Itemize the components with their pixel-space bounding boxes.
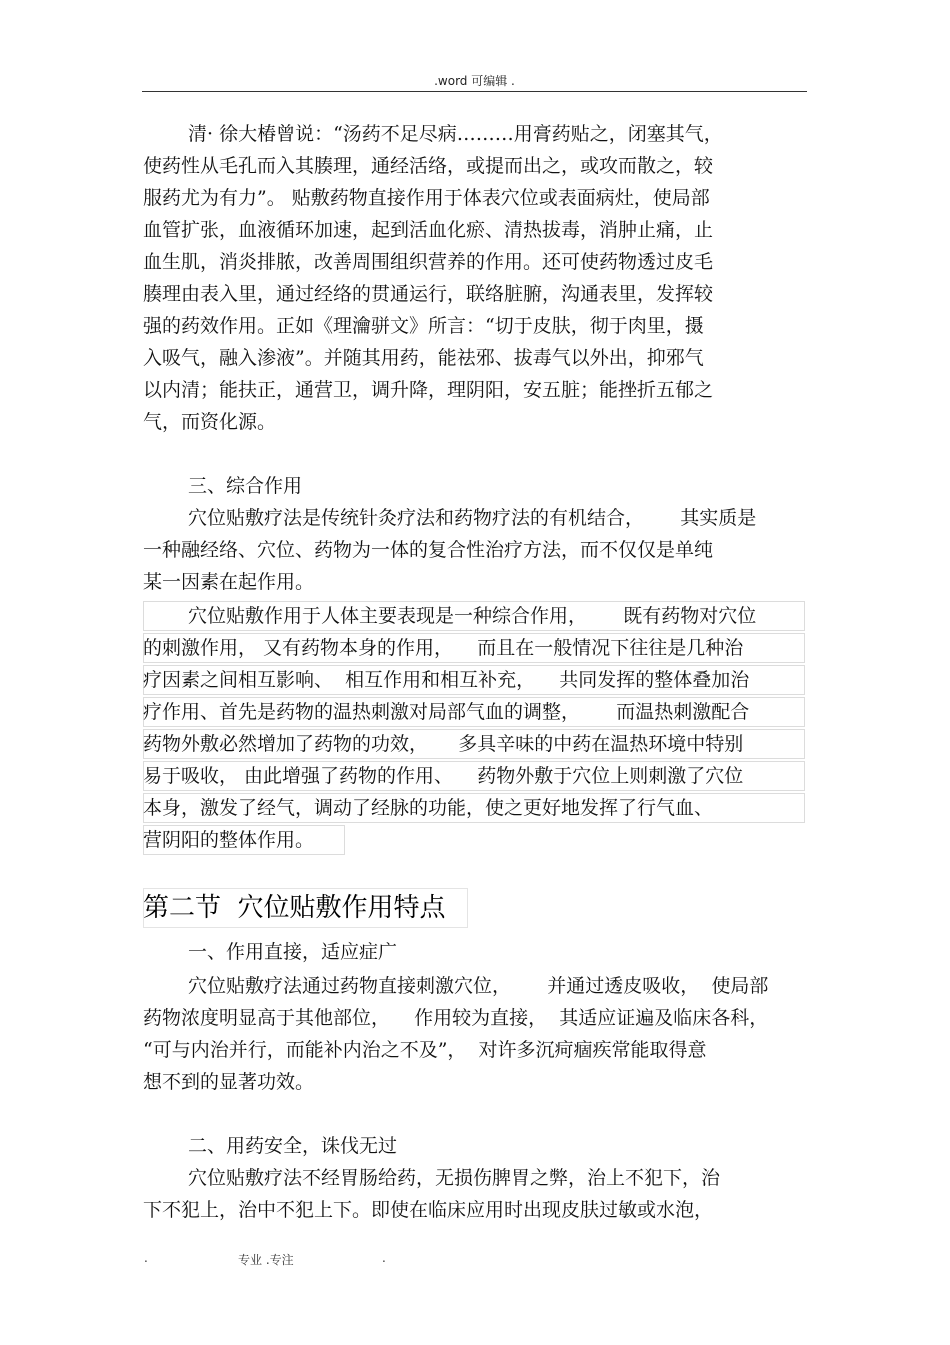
subsection-heading: 二、用药安全，诛伐无过: [188, 1135, 398, 1157]
footer-left-dot: .: [144, 1251, 148, 1265]
paragraph-line: 穴位贴敷疗法通过药物直接刺激穴位， 并通过透皮吸收， 使局部: [188, 975, 769, 997]
paragraph-line: 下不犯上，治中不犯上下。即使在临床应用时出现皮肤过敏或水泡，: [143, 1199, 714, 1221]
subsection-heading: 三、综合作用: [188, 475, 303, 497]
paragraph-line: 血管扩张，血液循环加速，起到活血化瘀、清热拔毒，消肿止痛，止: [143, 219, 714, 241]
paragraph-line: 血生肌，消炎排脓，改善周围组织营养的作用。还可使药物透过皮毛: [143, 251, 714, 273]
paragraph-line: 强的药效作用。正如《理瀹骈文》所言：“切于皮肤，彻于肉里，摄: [143, 315, 704, 337]
paragraph-line: 易于吸收， 由此增强了药物的作用、 药物外敷于穴位上则刺激了穴位: [143, 765, 744, 787]
paragraph-line: 以内清；能扶正，通营卫，调升降，理阴阳，安五脏；能挫折五郁之: [143, 379, 714, 401]
paragraph-line: 的刺激作用， 又有药物本身的作用， 而且在一般情况下往往是几种治: [143, 637, 744, 659]
paragraph-line: 想不到的显著功效。: [143, 1071, 315, 1093]
paragraph-line: 营阴阳的整体作用。: [143, 829, 315, 851]
paragraph-line: 腠理由表入里，通过经络的贯通运行，联络脏腑，沟通表里，发挥较: [143, 283, 714, 305]
paragraph-line: 一种融经络、穴位、药物为一体的复合性治疗方法，而不仅仅是单纯: [143, 539, 714, 561]
paragraph-line: 服药尤为有力”。 贴敷药物直接作用于体表穴位或表面病灶，使局部: [143, 187, 710, 209]
paragraph-line: 穴位贴敷疗法是传统针灸疗法和药物疗法的有机结合， 其实质是: [188, 507, 757, 529]
paragraph-line: 疗作用、首先是药物的温热刺激对局部气血的调整， 而温热刺激配合: [143, 701, 750, 723]
paragraph-line: 某一因素在起作用。: [143, 571, 315, 593]
paragraph-line: 本身，激发了经气，调动了经脉的功能，使之更好地发挥了行气血、: [143, 797, 714, 819]
paragraph-line: “可与内治并行，而能补内治之不及”， 对许多沉疴痼疾常能取得意: [143, 1039, 707, 1061]
page-header: .word 可编辑 .: [434, 74, 515, 88]
paragraph-line: 药物外敷必然增加了药物的功效， 多具辛味的中药在温热环境中特别: [143, 733, 744, 755]
footer-right-dot: .: [382, 1251, 386, 1265]
subsection-heading: 一、作用直接，适应症广: [188, 941, 398, 963]
section-title: 第二节 穴位贴敷作用特点: [143, 893, 446, 923]
footer-text: 专业 .专注: [238, 1253, 294, 1267]
paragraph-line: 药物浓度明显高于其他部位， 作用较为直接， 其适应证遍及临床各科，: [143, 1007, 769, 1029]
paragraph-line: 使药性从毛孔而入其腠理，通经活络，或提而出之，或攻而散之，较: [143, 155, 714, 177]
paragraph-line: 入吸气，融入渗液”。并随其用药，能祛邪、拔毒气以外出，抑邪气: [143, 347, 704, 369]
header-divider: [142, 91, 807, 92]
paragraph-line: 疗因素之间相互影响、 相互作用和相互补充， 共同发挥的整体叠加治: [143, 669, 750, 691]
paragraph-line: 气，而资化源。: [143, 411, 277, 433]
paragraph-line: 穴位贴敷疗法不经胃肠给药，无损伤脾胃之弊，治上不犯下，治: [188, 1167, 721, 1189]
paragraph-line: 清· 徐大椿曾说：“汤药不足尽病………用膏药贴之，闭塞其气，: [188, 123, 723, 145]
paragraph-line: 穴位贴敷作用于人体主要表现是一种综合作用， 既有药物对穴位: [188, 605, 757, 627]
